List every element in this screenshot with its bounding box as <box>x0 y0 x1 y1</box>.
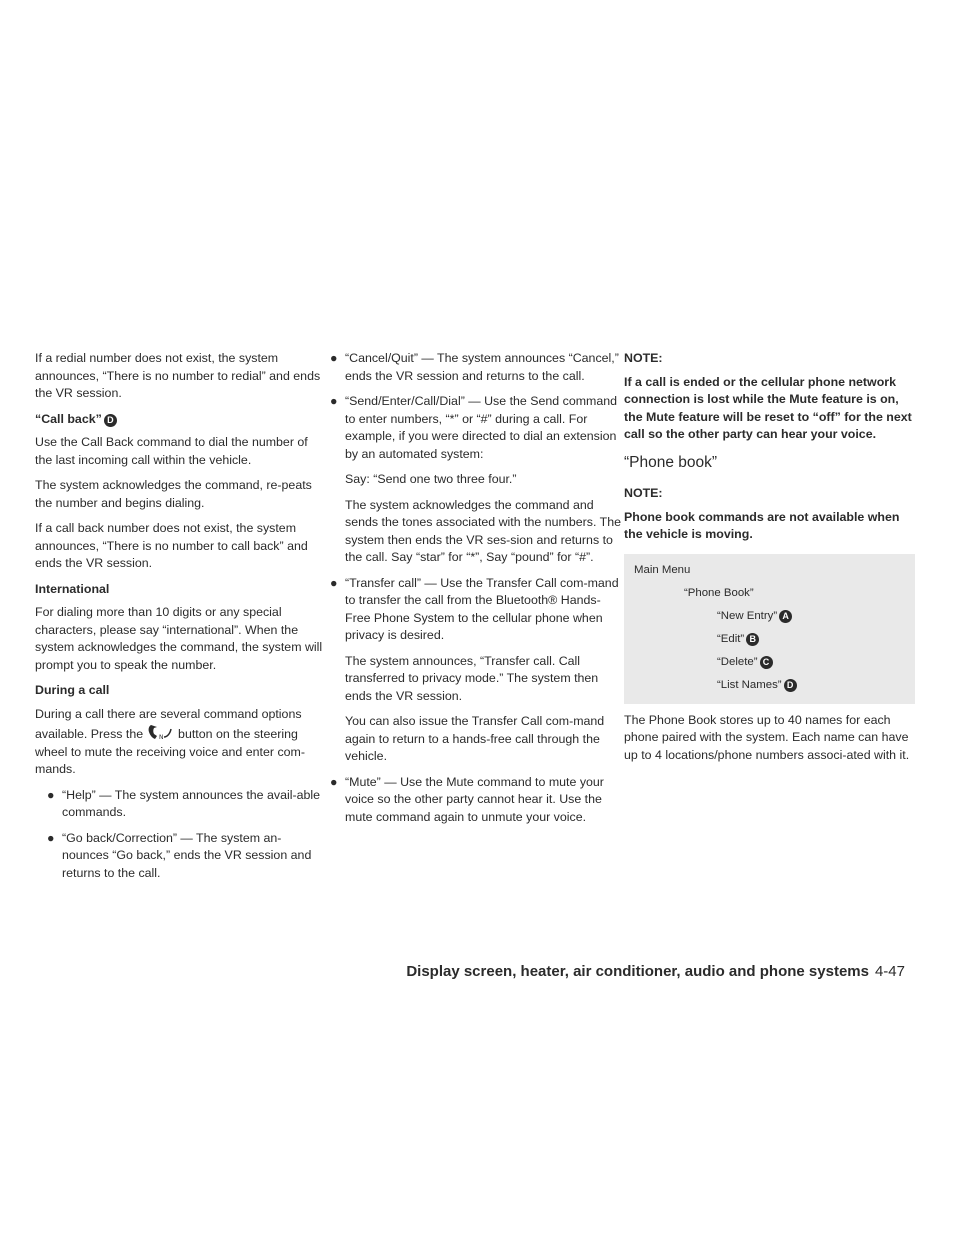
menu-item-label: “Delete” <box>717 655 758 668</box>
bullet-help <box>47 787 326 822</box>
transfer-detail-2: You can also issue the Transfer Call com-mand again to return to a hands-free call through the vehicle. <box>345 714 605 763</box>
bullet-go-back-text: “Go back/Correction” — The system an-nounces “Go back,” ends the VR session and returns to the call. <box>62 830 312 880</box>
bullet-dot: ● <box>47 830 55 845</box>
bullet-dot: ● <box>47 787 55 802</box>
bullet-dot: ● <box>330 394 338 408</box>
marker-d: D <box>784 679 797 692</box>
paragraph-during-call <box>35 706 326 779</box>
heading-call-back-text: “Call back” <box>35 411 102 426</box>
heading-call-back <box>35 411 326 429</box>
bullet-send-text: “Send/Enter/Call/Dial” — Use the Send command to enter numbers, “*” or “#” during a call. For example, if you were directed to dial an extension by an automated system: <box>345 394 618 461</box>
menu-item-edit <box>634 631 905 647</box>
during-call-text-1: During a call there are several command options available. Press the <box>35 706 302 741</box>
bullet-go-back <box>47 830 326 883</box>
column-right <box>624 350 915 772</box>
menu-item-new-entry <box>634 608 905 624</box>
menu-item-list-names <box>634 677 905 693</box>
bullet-help-text: “Help” — The system announces the avail-able commands. <box>62 787 321 819</box>
column-middle <box>330 350 621 834</box>
bullet-send <box>330 393 621 463</box>
marker-c: C <box>760 656 773 669</box>
menu-tree-box <box>624 554 915 704</box>
heading-international: International <box>35 581 110 596</box>
marker-b: B <box>746 633 759 646</box>
paragraph-callback-use: Use the Call Back command to dial the number of the last incoming call within the vehicle. <box>35 435 308 467</box>
paragraph-callback-ack: The system acknowledges the command, re-peats the number and begins dialing. <box>35 478 312 510</box>
marker-d: D <box>104 414 117 427</box>
bullet-mute-text: “Mute” — Use the Mute command to mute your voice so the other party cannot hear it. Use the mute command again to unmute your voice. <box>345 774 604 824</box>
page-number: 4-47 <box>874 963 905 980</box>
talk-phone-icon <box>147 723 175 741</box>
bullet-mute <box>330 774 621 827</box>
during-call-text-2: button on the steering wheel to mute the receiving voice and enter com-mands. <box>35 727 305 776</box>
transfer-detail-1: The system announces, “Transfer call. Call transferred to privacy mode.” The system then ends the VR session. <box>345 653 599 703</box>
bullet-transfer <box>330 575 621 645</box>
send-detail: The system acknowledges the command and sends the tones associated with the numbers. The system then ends the VR ses-sion and returns to the call. Say “star” for “*”, Say “pound” for “#”. <box>345 497 621 564</box>
paragraph-international: For dialing more than 10 digits or any special characters, please say “international”. When the system acknowledges the command, the system will prompt you to speak the number. <box>35 605 323 672</box>
note-phone-book-moving: Phone book commands are not available when the vehicle is moving. <box>624 509 900 541</box>
menu-root: Main Menu <box>634 563 691 576</box>
footer-chapter-title: Display screen, heater, air conditioner, audio and phone systems <box>406 963 869 980</box>
menu-item-label: “New Entry” <box>717 609 778 622</box>
paragraph-redial: If a redial number does not exist, the system announces, “There is no number to redial” and ends the VR session. <box>35 351 321 400</box>
send-example: Say: “Send one two three four.” <box>345 472 517 486</box>
section-title-phone-book: “Phone book” <box>624 453 718 471</box>
note-label: NOTE: <box>624 486 663 500</box>
svg-text:N: N <box>158 734 164 741</box>
paragraph-callback-none: If a call back number does not exist, the system announces, “There is no number to call back” and ends the VR session. <box>35 521 308 570</box>
note-mute-reset: If a call is ended or the cellular phone network connection is lost while the Mute feature is on, the Mute feature will be reset to “off” for the next call so the other party can hear your voice. <box>624 374 912 441</box>
marker-a: A <box>779 610 792 623</box>
bullet-cancel <box>330 350 621 385</box>
menu-phone-book: “Phone Book” <box>684 586 754 599</box>
heading-during-call: During a call <box>35 683 110 697</box>
page-footer <box>406 963 905 980</box>
bullet-transfer-text: “Transfer call” — Use the Transfer Call com-mand to transfer the call from the Bluetooth® Hands-Free Phone System to the cellular phone when privacy is desired. <box>345 575 619 642</box>
note-label: NOTE: <box>624 351 663 365</box>
column-left <box>35 350 326 890</box>
paragraph-phone-book-capacity: The Phone Book stores up to 40 names for each phone paired with the system. Each name can have up to 4 locations/phone numbers associ-ated with it. <box>624 712 910 762</box>
bullet-cancel-text: “Cancel/Quit” — The system announces “Cancel,” ends the VR session and returns to the call. <box>345 351 619 383</box>
menu-item-label: “Edit” <box>717 632 745 645</box>
bullet-dot: ● <box>330 575 338 590</box>
menu-item-label: “List Names” <box>717 678 782 691</box>
bullet-dot: ● <box>330 351 338 365</box>
bullet-dot: ● <box>330 774 338 789</box>
menu-item-delete <box>634 654 905 670</box>
